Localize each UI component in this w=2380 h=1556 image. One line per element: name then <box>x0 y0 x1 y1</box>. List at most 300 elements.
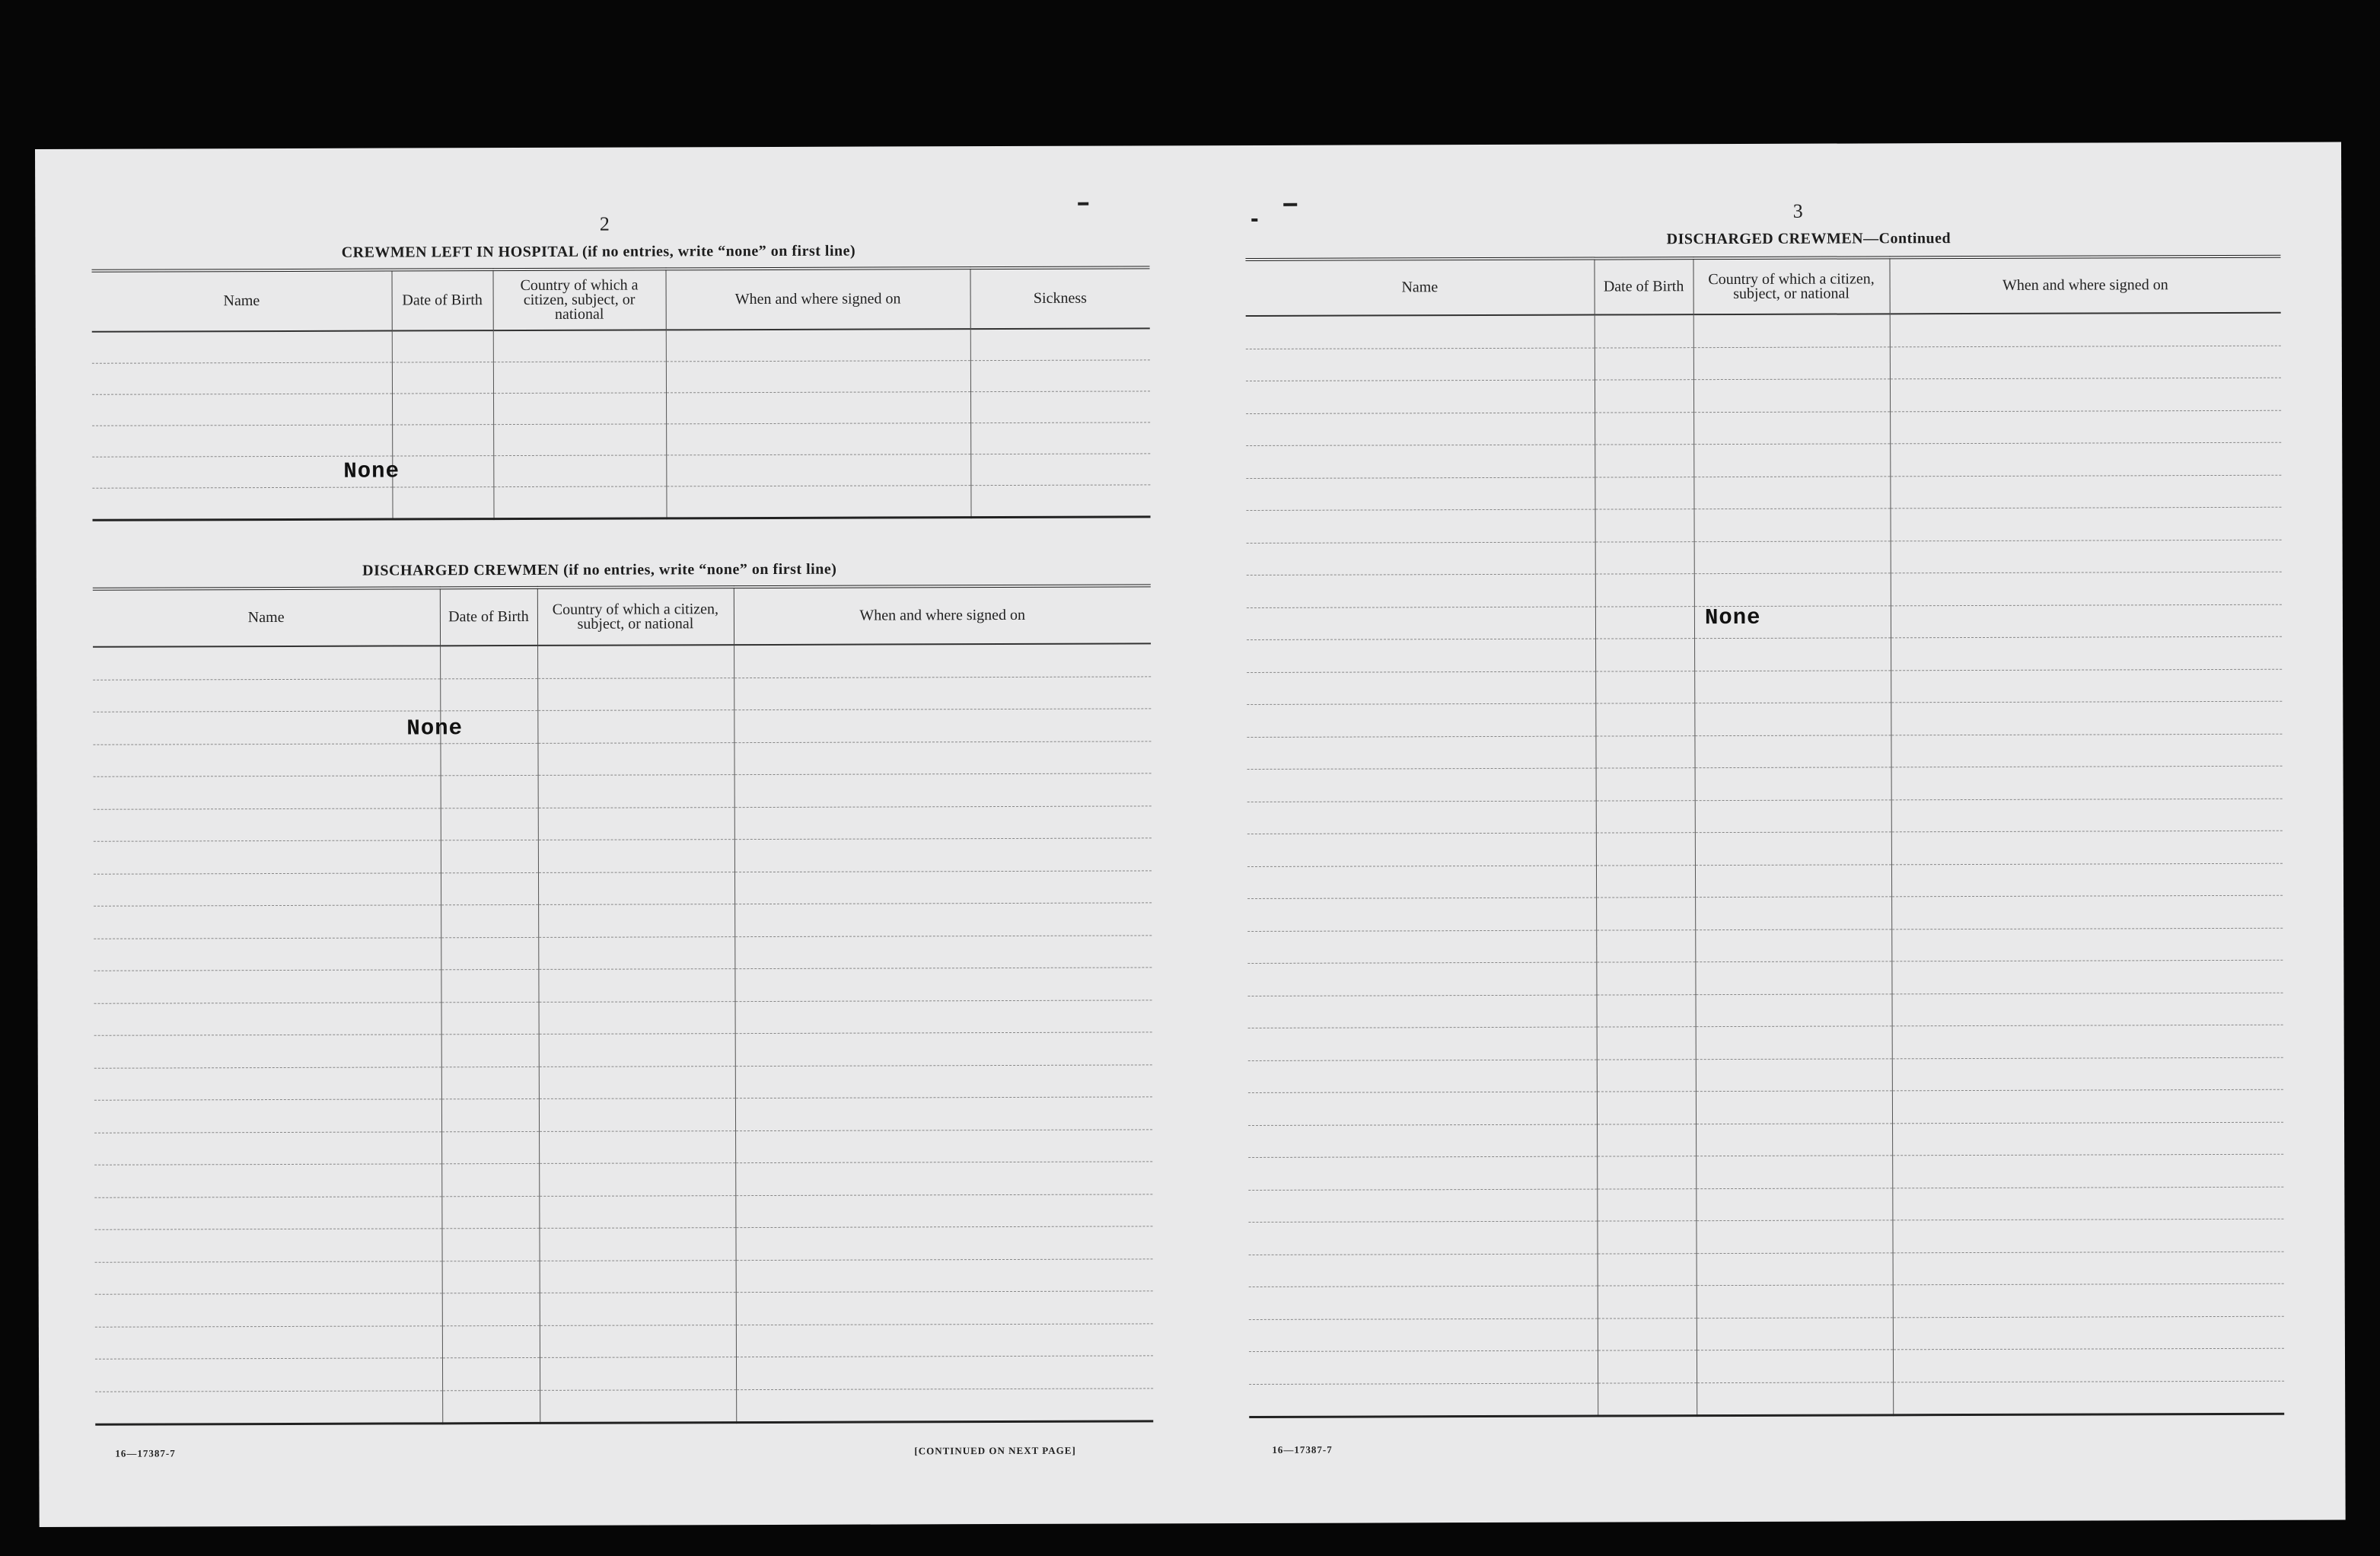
table-row <box>93 643 1151 679</box>
paper-speck <box>1283 203 1297 206</box>
table-cell <box>1595 671 1694 703</box>
table-row <box>1246 346 2281 381</box>
table-cell <box>94 1035 441 1068</box>
table-cell <box>1893 1316 2284 1350</box>
table-row <box>94 1129 1152 1165</box>
table-cell <box>734 968 1152 1001</box>
table-cell <box>94 1002 441 1035</box>
table-cell <box>1247 866 1596 899</box>
table-row <box>95 1323 1153 1359</box>
table-cell <box>1890 442 2281 476</box>
table-cell <box>1891 540 2282 573</box>
table-row <box>1247 831 2283 866</box>
table-cell <box>94 808 441 841</box>
table-cell <box>92 362 392 394</box>
table-cell <box>1247 962 1596 996</box>
table-cell <box>493 393 666 425</box>
table-cell <box>1596 865 1695 898</box>
table-cell <box>441 872 538 905</box>
table-cell <box>1891 928 2283 961</box>
table-cell <box>1693 379 1890 412</box>
table-cell <box>441 1034 539 1067</box>
table-cell <box>970 360 1150 392</box>
table-row <box>1248 1089 2283 1125</box>
table-cell <box>1595 735 1694 768</box>
table-cell <box>442 1261 540 1293</box>
table-cell <box>92 394 392 426</box>
table-cell <box>392 456 493 487</box>
table-cell <box>540 1260 736 1293</box>
page-number: 3 <box>1792 199 1803 222</box>
table-cell <box>1891 734 2282 767</box>
paper-speck <box>1251 218 1257 222</box>
table-row <box>1249 1283 2284 1319</box>
table-cell <box>1246 348 1595 381</box>
table-cell <box>1893 1283 2284 1317</box>
table-cell <box>1595 445 1693 477</box>
table-row <box>92 422 1150 457</box>
table-cell <box>1892 1219 2283 1252</box>
left-page <box>35 145 1181 1527</box>
table-cell <box>538 775 734 808</box>
section-title-main: DISCHARGED CREWMEN <box>1666 230 1864 248</box>
table-cell <box>1597 1027 1696 1060</box>
table-row <box>1247 895 2283 931</box>
table-cell <box>441 969 538 1002</box>
table-cell <box>441 1196 539 1229</box>
table-cell <box>540 1293 736 1325</box>
table-row <box>1247 734 2282 770</box>
table-cell <box>539 1034 735 1067</box>
table-row <box>94 805 1152 841</box>
table-cell <box>1693 509 1890 541</box>
table-cell <box>734 773 1152 807</box>
table-cell <box>970 422 1150 454</box>
table-cell <box>1595 703 1694 736</box>
table-cell <box>441 808 538 840</box>
table-row <box>1247 636 2282 672</box>
table-row <box>1247 701 2282 737</box>
table-row <box>94 838 1152 874</box>
table-cell <box>1596 833 1695 866</box>
table-cell <box>1595 380 1693 413</box>
table-row <box>94 1162 1152 1197</box>
table-row <box>1246 507 2281 543</box>
table-cell <box>1597 1059 1696 1092</box>
table-cell <box>666 486 970 518</box>
table-cell <box>440 678 537 711</box>
table-cell <box>1697 1382 1893 1415</box>
table-cell <box>1891 669 2282 703</box>
table-cell <box>1248 995 1597 1028</box>
column-header-country: Country of which a citizen, subject, or national <box>1693 257 1889 314</box>
table-cell <box>1696 1156 1892 1188</box>
table-cell <box>1891 960 2283 993</box>
table-cell <box>1598 1318 1697 1350</box>
column-header-date-of-birth: Date of Birth <box>1594 258 1693 314</box>
table-cell <box>1693 314 1890 347</box>
table-row <box>1246 442 2281 478</box>
table-row <box>94 1097 1152 1133</box>
table-cell <box>1696 1091 1892 1124</box>
table-cell <box>95 1261 442 1294</box>
table-cell <box>1890 507 2281 540</box>
table-cell <box>441 1228 539 1261</box>
table-row <box>1247 604 2282 640</box>
table-cell <box>1695 929 1891 961</box>
table-cell <box>538 807 734 840</box>
table-cell <box>1596 898 1695 930</box>
table-row <box>1246 313 2281 349</box>
table-row <box>95 1291 1153 1327</box>
table-cell <box>1247 833 1596 866</box>
table-cell <box>1695 832 1891 865</box>
table-cell <box>1598 1382 1697 1416</box>
table-cell <box>1696 1058 1892 1091</box>
table-row <box>94 870 1152 906</box>
table-cell <box>1597 1156 1696 1189</box>
table-cell <box>1596 929 1695 962</box>
table-cell <box>94 1164 441 1197</box>
table-cell <box>1695 799 1891 832</box>
table-cell <box>736 1291 1153 1325</box>
table-cell <box>1595 509 1693 542</box>
table-cell <box>94 905 441 939</box>
form-code: 16—17387-7 <box>115 1447 176 1459</box>
table-cell <box>1696 1026 1892 1059</box>
right-page <box>1177 142 2346 1523</box>
table-cell <box>1596 962 1695 995</box>
table-cell <box>734 838 1152 872</box>
discharged-continued-none-entry: None <box>1704 604 1761 631</box>
table-cell <box>1246 509 1595 543</box>
table-cell <box>1892 1154 2283 1188</box>
table-cell <box>441 1163 539 1196</box>
column-header-name: Name <box>1245 259 1594 316</box>
table-cell <box>440 743 537 776</box>
table-cell <box>440 646 537 678</box>
table-cell <box>95 1293 442 1327</box>
column-header-signed-on: When and where signed on <box>1889 257 2280 314</box>
table-cell <box>1893 1251 2284 1285</box>
table-cell <box>1693 411 1890 444</box>
table-cell <box>736 1356 1153 1389</box>
table-cell <box>441 1131 539 1164</box>
table-cell <box>1695 993 1891 1026</box>
table-cell <box>537 710 734 743</box>
table-row <box>94 903 1152 939</box>
discharged-section-title: DISCHARGED CREWMEN (if no entries, write “none” on first line) <box>362 560 837 579</box>
table-cell <box>1247 930 1596 964</box>
table-cell <box>735 1162 1152 1195</box>
table-cell <box>1694 573 1891 606</box>
table-cell <box>1247 703 1595 737</box>
table-cell <box>538 872 734 904</box>
table-cell <box>666 454 970 486</box>
table-cell <box>537 742 734 775</box>
discharged-continued-title <box>1595 230 2022 249</box>
table-cell <box>538 904 734 937</box>
table-row <box>1249 1251 2284 1287</box>
table-row <box>94 773 1152 809</box>
table-cell <box>1249 1350 1598 1384</box>
table-cell <box>493 455 666 487</box>
table-cell <box>1891 831 2283 864</box>
table-cell <box>1595 347 1693 380</box>
table-cell <box>1595 574 1694 607</box>
table-cell <box>493 486 666 519</box>
table-row <box>1247 572 2282 607</box>
table-row <box>92 328 1150 363</box>
table-cell <box>392 487 493 519</box>
table-cell <box>441 840 538 872</box>
table-row <box>1248 1122 2283 1158</box>
table-cell <box>1247 607 1595 640</box>
table-cell <box>1246 413 1595 446</box>
table-cell <box>1248 1156 1597 1190</box>
table-cell <box>94 872 441 906</box>
table-cell <box>441 904 538 937</box>
table-cell <box>970 391 1150 423</box>
table-cell <box>1247 542 1595 576</box>
table-cell <box>1597 1092 1696 1124</box>
table-cell <box>441 1002 539 1035</box>
table-cell <box>1890 410 2281 444</box>
column-header-sickness: Sickness <box>970 267 1149 329</box>
table-row <box>94 1226 1152 1262</box>
table-row <box>1247 960 2283 996</box>
table-cell <box>1597 1188 1696 1221</box>
table-row <box>94 1194 1152 1229</box>
table-cell <box>1696 1188 1892 1220</box>
table-cell <box>94 776 441 809</box>
table-cell <box>1890 346 2281 379</box>
table-cell <box>734 903 1152 936</box>
table-row <box>1248 1057 2283 1093</box>
table-cell <box>1598 1253 1697 1286</box>
table-cell <box>94 1099 441 1133</box>
table-cell <box>94 970 441 1003</box>
table-row <box>1248 993 2283 1028</box>
table-row <box>1247 669 2282 705</box>
table-row <box>94 1000 1152 1035</box>
table-row <box>92 360 1150 394</box>
table-cell <box>1890 475 2281 509</box>
table-cell <box>736 1323 1153 1357</box>
table-cell <box>970 328 1150 360</box>
table-cell <box>539 1130 735 1163</box>
form-code: 16—17387-7 <box>1272 1443 1333 1456</box>
table-cell <box>1247 671 1595 705</box>
table-cell <box>1694 540 1891 573</box>
table-cell <box>735 1129 1152 1162</box>
table-row <box>92 454 1150 488</box>
table-cell <box>1696 1220 1892 1253</box>
table-cell <box>1247 639 1595 672</box>
table-cell <box>493 424 666 456</box>
table-cell <box>441 937 538 970</box>
table-cell <box>540 1325 736 1357</box>
table-cell <box>1892 1025 2283 1058</box>
table-cell <box>539 1098 735 1131</box>
table-cell <box>94 1131 441 1165</box>
table-cell <box>735 1226 1152 1260</box>
table-cell <box>1695 961 1891 994</box>
table-row <box>95 1258 1153 1294</box>
column-header-name: Name <box>93 588 440 646</box>
table-cell <box>392 425 493 456</box>
table-cell <box>1598 1286 1697 1318</box>
table-cell <box>540 1357 736 1390</box>
table-cell <box>1695 767 1891 800</box>
table-cell <box>1595 477 1693 509</box>
table-cell <box>736 1388 1153 1422</box>
table-cell <box>1892 1122 2283 1156</box>
table-cell <box>1891 895 2283 929</box>
discharged-continued-table <box>1245 255 2284 1418</box>
page-number: 2 <box>599 212 610 235</box>
table-cell <box>735 1097 1152 1130</box>
table-cell <box>442 1357 540 1390</box>
table-row <box>1249 1381 2284 1417</box>
table-row <box>1247 863 2283 899</box>
table-row <box>1247 766 2283 802</box>
table-cell <box>1693 476 1890 509</box>
paper-speck <box>1078 202 1088 206</box>
table-cell <box>441 1067 539 1099</box>
table-cell <box>1693 444 1890 477</box>
table-cell <box>94 1067 441 1100</box>
hospital-section-title: CREWMEN LEFT IN HOSPITAL (if no entries, write “none” on first line) <box>341 242 856 261</box>
table-cell <box>1891 993 2283 1026</box>
table-cell <box>540 1389 736 1423</box>
table-cell <box>1696 1123 1892 1156</box>
table-row <box>1249 1316 2284 1352</box>
table-cell <box>734 741 1151 774</box>
table-cell <box>94 937 441 971</box>
table-row <box>1246 475 2281 511</box>
table-cell <box>92 487 392 520</box>
table-cell <box>734 709 1151 742</box>
table-cell <box>392 362 493 394</box>
table-row <box>92 485 1150 520</box>
table-cell <box>1891 863 2283 897</box>
table-cell <box>1597 1124 1696 1156</box>
table-cell <box>1891 604 2282 638</box>
column-header-signed-on: When and where signed on <box>734 585 1151 645</box>
table-row <box>94 1032 1152 1068</box>
table-row <box>93 676 1151 712</box>
column-header-date-of-birth: Date of Birth <box>392 269 493 330</box>
table-cell <box>1695 897 1891 929</box>
column-header-country: Country of which a citizen, subject, or national <box>537 587 734 646</box>
table-row <box>1248 1187 2283 1223</box>
table-cell <box>735 1000 1152 1033</box>
table-cell <box>1890 313 2281 347</box>
table-cell <box>1693 346 1890 379</box>
table-cell <box>734 870 1152 904</box>
discharged-table <box>93 584 1153 1425</box>
table-cell <box>442 1390 540 1424</box>
table-cell <box>1596 994 1695 1027</box>
table-cell <box>93 743 440 776</box>
table-cell <box>539 1066 735 1098</box>
column-header-signed-on: When and where signed on <box>665 268 970 330</box>
table-cell <box>1248 1060 1597 1093</box>
table-cell <box>94 1229 441 1262</box>
table-cell <box>92 331 392 364</box>
table-row <box>93 709 1151 745</box>
table-cell <box>734 805 1152 839</box>
table-row <box>1247 799 2283 834</box>
table-cell <box>1247 574 1595 607</box>
table-row <box>1248 1219 2283 1255</box>
table-cell <box>1694 735 1891 767</box>
table-cell <box>538 840 734 872</box>
table-cell <box>1893 1348 2284 1382</box>
continued-note: [CONTINUED ON NEXT PAGE] <box>914 1444 1076 1457</box>
table-cell <box>1248 1124 1597 1158</box>
column-header-name: Name <box>92 270 392 332</box>
table-row <box>95 1388 1153 1424</box>
table-cell <box>1596 800 1695 833</box>
table-cell <box>392 330 493 362</box>
table-cell <box>1598 1350 1697 1383</box>
table-cell <box>666 361 970 393</box>
table-row <box>1247 928 2283 964</box>
table-cell <box>734 643 1151 678</box>
table-cell <box>1246 445 1595 478</box>
table-cell <box>93 711 440 745</box>
table-cell <box>537 645 734 678</box>
table-cell <box>1596 768 1695 801</box>
column-header-country: Country of which a citizen, subject, or national <box>492 269 665 330</box>
table-cell <box>94 840 441 874</box>
hospital-none-entry: None <box>343 458 400 484</box>
table-cell <box>95 1325 442 1359</box>
table-cell <box>1891 636 2282 670</box>
table-cell <box>1892 1057 2283 1091</box>
table-row <box>93 741 1151 776</box>
table-cell <box>92 425 392 457</box>
discharged-none-entry: None <box>406 716 464 741</box>
table-row <box>92 391 1150 426</box>
table-cell <box>666 423 970 455</box>
table-cell <box>735 1032 1152 1066</box>
table-row <box>94 935 1152 971</box>
table-cell <box>1249 1286 1598 1319</box>
table-row <box>1246 410 2281 446</box>
table-cell <box>538 969 734 1002</box>
table-cell <box>538 936 734 969</box>
table-cell <box>392 394 493 425</box>
table-cell <box>539 1228 735 1261</box>
table-cell <box>1248 1221 1597 1255</box>
table-cell <box>1249 1383 1598 1417</box>
table-cell <box>734 935 1152 968</box>
table-cell <box>1890 378 2281 411</box>
table-cell <box>1694 670 1891 703</box>
table-cell <box>493 362 666 394</box>
table-cell <box>442 1325 540 1358</box>
table-cell <box>95 1358 442 1392</box>
table-cell <box>1597 1221 1696 1254</box>
table-cell <box>1595 314 1693 347</box>
table-row <box>94 1064 1152 1100</box>
table-cell <box>1695 864 1891 897</box>
table-row <box>1248 1154 2283 1190</box>
table-cell <box>1892 1187 2283 1220</box>
